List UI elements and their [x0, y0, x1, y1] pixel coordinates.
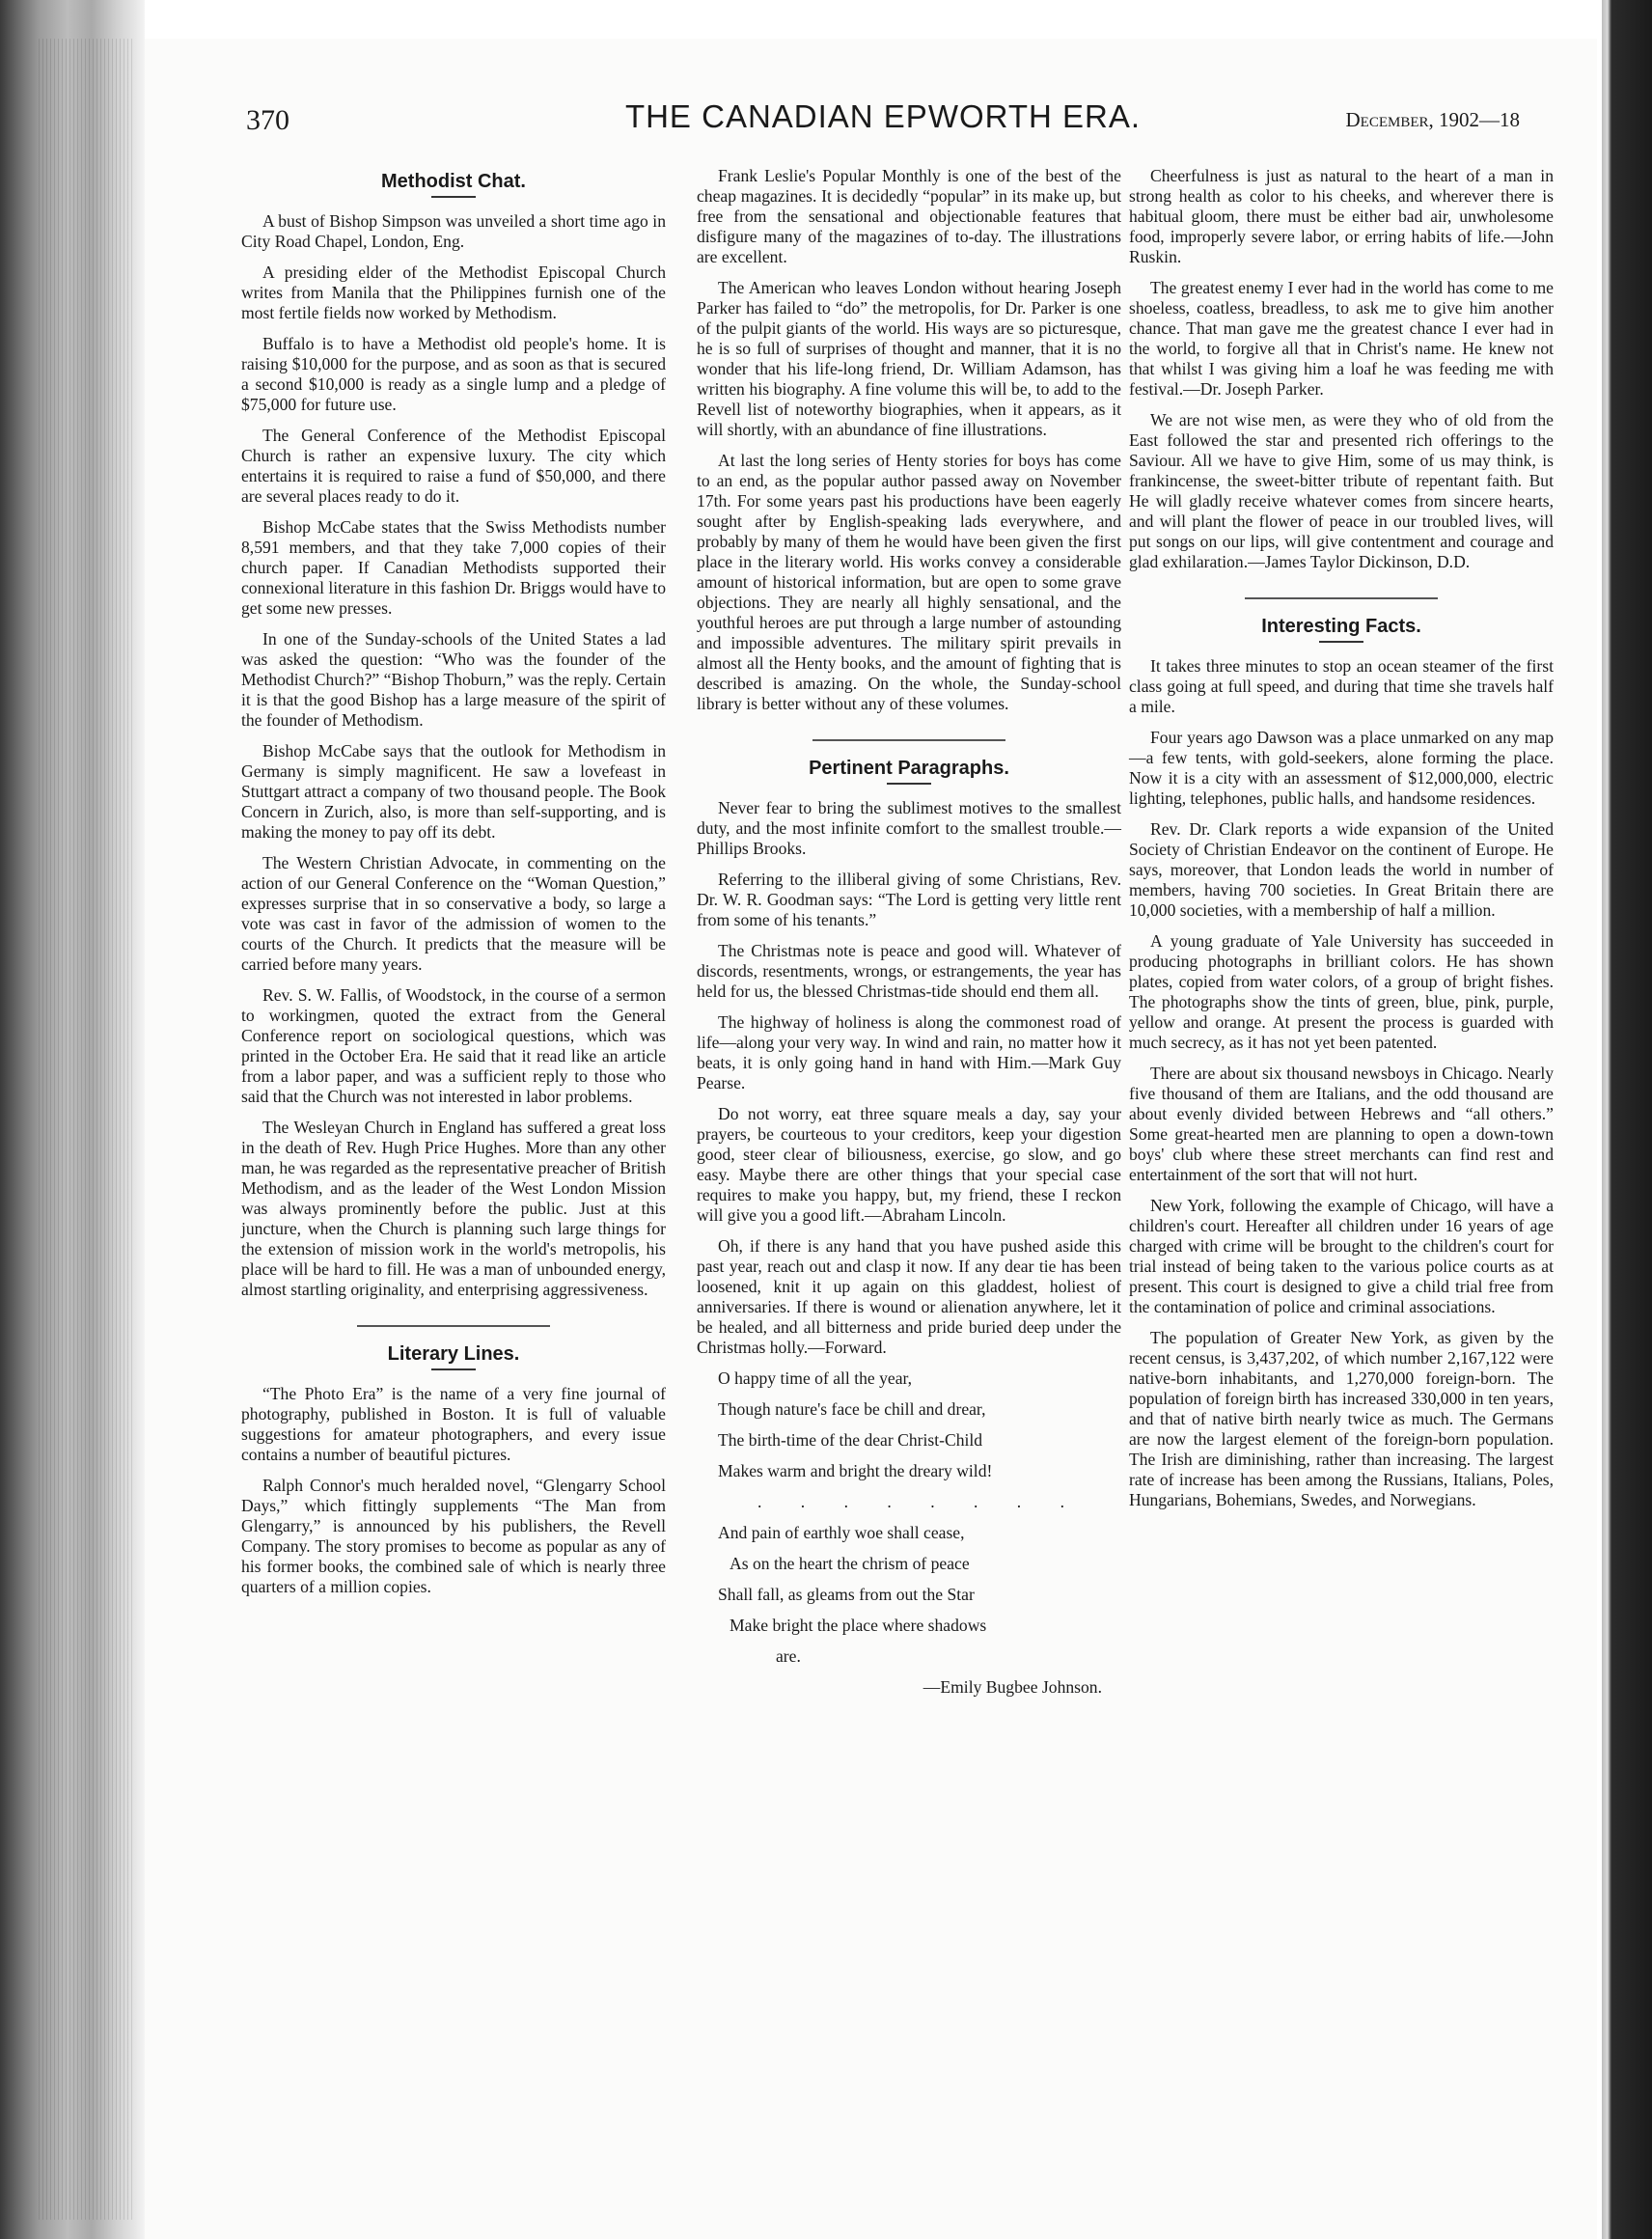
title-rule — [1319, 641, 1363, 643]
poem-line: Though nature's face be chill and drear, — [718, 1399, 986, 1419]
paragraph: There are about six thousand newsboys in Chicago. Nearly five thousand of them are Italians, and the odd thousand are about evenly divided between Hebrews and “all others.” Some great-hearted men are planning to open a down-town boys' club where these street merchants can find rest and entertainment of the sort that will not hurt. — [1129, 1064, 1554, 1184]
section-divider — [357, 1325, 550, 1327]
paragraph: The highway of holiness is along the commonest road of life—along your very way. In wind and rain, no matter how it beats, it is only going hand in hand with Him.—Mark Guy Pearse. — [697, 1012, 1121, 1092]
poem-ellipsis: . . . . . . . . — [757, 1492, 1082, 1511]
paragraph: Cheerfulness is just as natural to the heart of a man in strong health as color to his cheeks, and wherever there is habitual gloom, there must be either bad air, unwholesome food, improperly severe labor, or erring habits of life.—John Ruskin. — [1129, 166, 1554, 266]
paragraph: A presiding elder of the Methodist Episcopal Church writes from Manila that the Philippines furnish one of the most fertile fields now worked by Methodism. — [241, 263, 666, 322]
paragraph: The American who leaves London without hearing Joseph Parker has failed to “do” the metropolis, for Dr. Parker is one of the pulpit giants of the world. His ways are so picturesque, he is so full of surprises of thought and manner, that it is no wonder that his life-long friend, Dr. William Adamson, has written his biography. A fine volume this will be, to add to the Revell list of noteworthy biographies, when it appears, as it will shortly, with an abundance of fine illustrations. — [697, 278, 1121, 439]
journal-title: THE CANADIAN EPWORTH ERA. — [624, 98, 1142, 134]
paragraph: Oh, if there is any hand that you have pushed aside this past year, reach out and clasp it now. If any dear tie has been loosened, knit it up again on this gladdest, holiest of anniversaries. If there is wound or alienation anywhere, let it be healed, and all bitterness and pride buried deep under the Christmas holly.—Forward. — [697, 1236, 1121, 1357]
title-rule — [431, 196, 476, 198]
paragraph: The Western Christian Advocate, in commenting on the action of our General Conference on the “Woman Question,” expresses surprise that in so conservative a body, so large a vote was cast in favor of the admission of women to the courts of the Church. It predicts that the measure will be carried before many years. — [241, 853, 666, 974]
poem-line: And pain of earthly woe shall cease, — [718, 1523, 965, 1542]
paragraph: A young graduate of Yale University has succeeded in producing photographs in brilliant colors. He has shown plates, copied from water colors, of a group of bright fishes. The photographs show the tints of green, blue, pink, purple, yellow and orange. At present the process is guarded with much secrecy, as it has not yet been patented. — [1129, 931, 1554, 1052]
poem-line: As on the heart the chrism of peace — [730, 1554, 970, 1573]
paragraph: The greatest enemy I ever had in the world has come to me shoeless, coatless, breadless, to ask me to give him another chance. That man gave me the greatest chance I ever had in the world, to forgive all that in Christ's name. He knew not that whilst I was giving him a loaf he was feeding me with festival.—Dr. Joseph Parker. — [1129, 278, 1554, 399]
paragraph: The Wesleyan Church in England has suffered a great loss in the death of Rev. Hugh Price Hughes. More than any other man, he was regarded as the representative preacher of British Methodism, and as the leader of the West London Mission was always prominently before the public. Just at this juncture, when the Church is planning such large things for the extension of mission work in the world's metropolis, his place will be hard to fill. He was a man of unbounded energy, almost startling originality, and enterprising aggressiveness. — [241, 1118, 666, 1299]
section-title-pertinent-paragraphs: Pertinent Paragraphs. — [809, 758, 1009, 779]
title-rule — [887, 783, 931, 785]
page-number: 370 — [246, 104, 289, 136]
paragraph: Bishop McCabe states that the Swiss Methodists number 8,591 members, and that they take 7,000 copies of their church paper. If Canadian Methodists supported their connexional literature in this fashion Dr. Briggs would have to get some new presses. — [241, 517, 666, 618]
section-title-literary-lines: Literary Lines. — [387, 1343, 520, 1365]
paragraph: Do not worry, eat three square meals a day, say your prayers, be courteous to your creditors, keep your digestion good, steer clear of biliousness, exercise, go slow, and go easy. Maybe there are other things that your special case requires to make you happy, but, my friend, these I reckon will give you a good lift.—Abraham Lincoln. — [697, 1104, 1121, 1225]
poem-line: Makes warm and bright the dreary wild! — [718, 1461, 993, 1480]
section-title-methodist-chat: Methodist Chat. — [381, 171, 526, 192]
paragraph: “The Photo Era” is the name of a very fine journal of photography, published in Boston. It is full of valuable suggestions for amateur photographers, and every issue contains a number of beautiful pictures. — [241, 1384, 666, 1464]
paragraph: Rev. S. W. Fallis, of Woodstock, in the course of a sermon to workingmen, quoted the extract from the General Conference report on sociological questions, which was printed in the October Era. He said that it read like an article from a labor paper, and was a sufficient reply to those who said that the Church was not interested in labor problems. — [241, 985, 666, 1106]
paragraph: We are not wise men, as were they who of old from the East followed the star and presented rich offerings to the Saviour. All we have to give Him, some of us may think, is frankincense, the sweet-bitter tribute of repentant faith. But He will gladly receive whatever comes from sincere hearts, and will plant the flower of peace in our troubled lives, will put songs on our lips, will give contentment and courage and glad exhilaration.—James Taylor Dickinson, D.D. — [1129, 410, 1554, 571]
paragraph: In one of the Sunday-schools of the United States a lad was asked the question: “Who was the founder of the Methodist Church?” “Bishop Thoburn,” was the reply. Certain it is that the good Bishop has a large measure of the spirit of the founder of Methodism. — [241, 629, 666, 730]
paragraph: Referring to the illiberal giving of some Christians, Rev. Dr. W. R. Goodman says: “The Lord is getting very little rent from some of his tenants.” — [697, 870, 1121, 929]
paragraph: Ralph Connor's much heralded novel, “Glengarry School Days,” which fittingly supplements “The Man from Glengarry,” is announced by his publishers, the Revell Company. The story promises to become as popular as any of his former books, the combined sale of which is nearly three quarters of a million copies. — [241, 1476, 666, 1596]
paragraph: The Christmas note is peace and good will. Whatever of discords, resentments, wrongs, or estrangements, the year has held for us, the blessed Christmas-tide should end them all. — [697, 941, 1121, 1001]
section-divider — [1245, 597, 1438, 599]
book-right-edge — [1602, 0, 1652, 2239]
poem-line: Make bright the place where shadows — [730, 1616, 987, 1635]
paragraph: A bust of Bishop Simpson was unveiled a short time ago in City Road Chapel, London, Eng. — [241, 211, 666, 251]
paragraph: New York, following the example of Chicago, will have a children's court. Hereafter all children under 16 years of age charged with crime will be brought to the children's court for trial instead of being taken to the various police courts as at present. This court is designed to give a child trial free from the contamination of police and criminal associations. — [1129, 1196, 1554, 1316]
paragraph: The population of Greater New York, as given by the recent census, is 3,437,202, of which number 2,167,122 were native-born inhabitants, and 1,270,000 foreign-born. The population of foreign birth has increased 330,000 in ten years, and that of native birth nearly twice as much. The Germans are now the largest element of the foreign-born population. The Irish are diminishing, rather than increasing. The largest rate of increase has been among the Russians, Italians, Poles, Hungarians, Bohemians, Swedes, and Norwegians. — [1129, 1328, 1554, 1509]
paragraph: Bishop McCabe says that the outlook for Methodism in Germany is simply magnificent. He saw a lovefeast in Stuttgart attract a company of two thousand people. The Book Concern in Zurich, also, is more than self-supporting, and is making the money to pay off its debt. — [241, 741, 666, 842]
paragraph: Frank Leslie's Popular Monthly is one of the best of the cheap magazines. It is decidedly “popular” in its make up, but free from the sensational and objectionable features that disfigure many of the magazines of to-day. The illustrations are excellent. — [697, 166, 1121, 266]
paragraph: At last the long series of Henty stories for boys has come to an end, as the popular author passed away on November 17th. For some years past his productions have been eagerly sought after by English-speaking lads everywhere, and probably by many of them he would have been given the first place in the literary world. His works convey a considerable amount of historical information, but are open to some grave objections. They are nearly all highly sensational, and the youthful heroes are put through a large number of astounding and impossible adventures. The military spirit prevails in almost all the Henty books, and the amount of fighting that is described is amazing. On the whole, the Sunday-school library is better without any of these volumes. — [697, 451, 1121, 713]
paragraph: Buffalo is to have a Methodist old people's home. It is raising $10,000 for the purpose, and as soon as that is secured a second $10,000 is ready as a single lump and a pledge of $75,000 for future use. — [241, 334, 666, 414]
column-1 — [241, 166, 666, 1608]
title-rule — [431, 1368, 476, 1370]
paragraph: Four years ago Dawson was a place unmarked on any map—a few tents, with gold-seekers, alone forming the place. Now it is a city with an assessment of $12,000,000, electric lighting, telephones, public halls, and handsome residences. — [1129, 728, 1554, 808]
page-stack-edges — [39, 39, 135, 2220]
section-divider — [812, 739, 1005, 741]
book-spine — [0, 0, 145, 2239]
poem-line: Shall fall, as gleams from out the Star — [718, 1585, 975, 1604]
paragraph: It takes three minutes to stop an ocean steamer of the first class going at full speed, and during that time she travels half a mile. — [1129, 656, 1554, 716]
section-title-interesting-facts: Interesting Facts. — [1261, 616, 1421, 637]
column-2 — [697, 166, 1121, 1708]
poem-line: are. — [776, 1646, 801, 1666]
paragraph: Never fear to bring the sublimest motives to the smallest duty, and the most infinite comfort to the smallest trouble.—Phillips Brooks. — [697, 798, 1121, 858]
column-3 — [1129, 166, 1554, 1521]
poem — [697, 1368, 1121, 1698]
poem-author: —Emily Bugbee Johnson. — [922, 1677, 1102, 1697]
paragraph: Rev. Dr. Clark reports a wide expansion of the United Society of Christian Endeavor on the continent of Europe. He says, moreover, that London leads the world in number of members, having 700 societies. In Great Britain there are 10,000 societies, with a membership of half a million. — [1129, 819, 1554, 920]
poem-line: The birth-time of the dear Christ-Child — [718, 1430, 983, 1450]
poem-line: O happy time of all the year, — [718, 1368, 913, 1388]
running-header — [246, 97, 1520, 145]
paragraph: The General Conference of the Methodist Episcopal Church is rather an expensive luxury. The city which entertains it is required to raise a fund of $50,000, and there are several places ready to do it. — [241, 426, 666, 506]
issue-date: December, 1902—18 — [1345, 108, 1520, 131]
